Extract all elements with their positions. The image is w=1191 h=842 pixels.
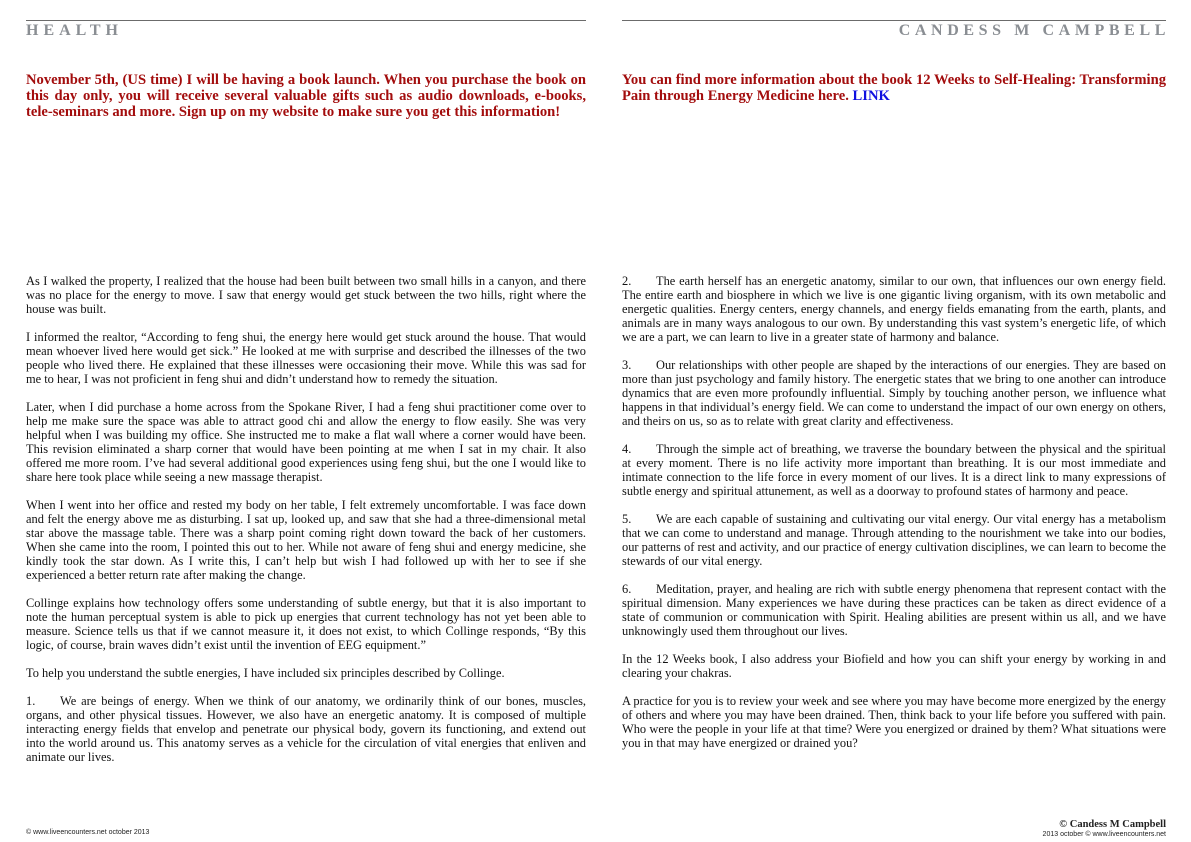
book-link[interactable]: LINK — [852, 88, 890, 104]
footer-site: 2013 october © www.liveencounters.net — [1042, 831, 1166, 838]
footer-copyright: © www.liveencounters.net october 2013 — [26, 829, 150, 836]
principle-number: 2. — [622, 274, 632, 288]
paragraph: A practice for you is to review your week and see where you may have become more energized by the energy of others and where you may have been drained. Then, think back to your life before you suffered with pain. Who were the people in your life at that time? Were you energized or drained by them? What situations were you in that may have energized or drained you? — [622, 694, 1166, 750]
principle-text: We are each capable of sustaining and cultivating our vital energy. Our vital energy has a metabolism that we can come to understand and manage. Through attending to the nourishment we take into our bodies, our patterns of rest and activity, and our practice of energy cultivation disciplines, we can learn to become the stewards of our vital energy. — [622, 512, 1166, 568]
footer-author: © Candess M Campbell — [1059, 819, 1166, 830]
section-title: HEALTH — [26, 22, 123, 39]
paragraph: When I went into her office and rested my body on her table, I felt extremely uncomfortable. I was face down and felt the energy above me as disturbing. I sat up, looked up, and saw that she had a three-dimensional metal star above the massage table. There was a sharp point coming right down toward the back of her customers. When she came into the room, I pointed this out to her. While not aware of feng shui and energy medicine, she kindly took the star down. As I write this, I can’t help but wish I had followed up with her to see if she experienced a better return rate after making the change. — [26, 498, 586, 582]
principle-item — [26, 694, 586, 764]
paragraph: Later, when I did purchase a home across from the Spokane River, I had a feng shui practitioner come over to help me make sure the space was able to attract good chi and allow the energy to flow easily. She was very helpful when I was building my office. She instructed me to make a flat wall where a corner would have been. This revision eliminated a sharp corner that would have been pointing at me when I sat in my chair. It also offered me more room. I’ve had several additional good experiences using feng shui, but the one I would like to share here took place while seeing a new massage therapist. — [26, 400, 586, 484]
paragraph: I informed the realtor, “According to feng shui, the energy here would get stuck around the house. That would mean whoever lived here would get sick.” He looked at me with surprise and described the illnesses of the two people who lived there. He explained that these illnesses were occasioning their move. While this was sad for me to hear, I was not proficient in feng shui and didn’t understand how to remedy the situation. — [26, 330, 586, 386]
principle-text: Meditation, prayer, and healing are rich with subtle energy phenomena that represent contact with the spiritual dimension. Many experiences we have during these practices can be taken as direct evidence of a state of communion or communication with Spirit. Healing abilities are present within us all, and we have unknowingly used them throughout our lives. — [622, 582, 1166, 638]
paragraph: To help you understand the subtle energies, I have included six principles described by Collinge. — [26, 666, 505, 680]
author-title: CANDESS M CAMPBELL — [898, 22, 1170, 39]
paragraph: Collinge explains how technology offers some understanding of subtle energy, but that it is also important to note the human perceptual system is able to pick up energies that current technology has not yet been able to measure. Science tells us that if we cannot measure it, it does not exist, to which Collinge responds, “By this logic, of course, brain waves didn’t exist until the invention of EEG equipment.” — [26, 596, 586, 652]
principle-number: 1. — [26, 694, 36, 708]
principle-number: 3. — [622, 358, 632, 372]
principle-item — [622, 274, 1166, 344]
right-page — [622, 0, 1170, 842]
promo-text: You can find more information about the book 12 Weeks to Self-Healing: Transforming Pain through Energy Medicine here. — [622, 72, 1166, 104]
principle-number: 4. — [622, 442, 632, 456]
book-info-promo — [622, 72, 1166, 104]
principle-text: Through the simple act of breathing, we traverse the boundary between the physical and the spiritual at every moment. There is no life activity more important than breathing. It is our most immediate and intimate connection to the life force in every moment of our lives. It is a direct link to many expressions of subtle energy and spiritual attunement, as well as a doorway to profound states of harmony and peace. — [622, 442, 1166, 498]
principle-item — [622, 358, 1166, 428]
article-body-left — [26, 274, 586, 778]
header-rule — [26, 20, 586, 21]
principle-number: 6. — [622, 582, 632, 596]
principle-item — [622, 512, 1166, 568]
principle-item — [622, 582, 1166, 638]
header-rule — [622, 20, 1166, 21]
principle-text: Our relationships with other people are shaped by the interactions of our energies. They are based on more than just psychology and family history. The energetic states that we bring to one another can introduce dynamics that are even more profoundly influential. Simply by touching another person, we influence what happens in that individual’s energy field. We can come to understand the impact of our own energy on others, and theirs on us, so as to relate with great clarity and effectiveness. — [622, 358, 1166, 428]
book-launch-promo: November 5th, (US time) I will be having a book launch. When you purchase the book on this day only, you will receive several valuable gifts such as audio downloads, e-books, tele-seminars and more. Sign up on my website to make sure you get this information! — [26, 72, 586, 120]
left-page — [26, 0, 586, 842]
principle-item — [622, 442, 1166, 498]
principle-text: The earth herself has an energetic anatomy, similar to our own, that influences our own energy field. The entire earth and biosphere in which we live is one gigantic living organism, with its own metabolic and energetic qualities. Energy centers, energy channels, and energy fields emanating from the earth, plants, and animals are in many ways analogous to our own. By understanding this vast system’s energetic life, of which we are a part, we can learn to live in a greater state of harmony and balance. — [622, 274, 1166, 344]
paragraph: In the 12 Weeks book, I also address your Biofield and how you can shift your energy by working in and clearing your chakras. — [622, 652, 1166, 680]
footer-credit — [1043, 819, 1166, 839]
article-body-right — [622, 274, 1166, 764]
paragraph: As I walked the property, I realized that the house had been built between two small hills in a canyon, and there was no place for the energy to move. I saw that energy would get stuck between the two hills, right where the house was built. — [26, 274, 586, 316]
principle-number: 5. — [622, 512, 632, 526]
principle-text: We are beings of energy. When we think of our anatomy, we ordinarily think of our bones, muscles, organs, and other physical tissues. However, we also have an energetic anatomy. It is composed of multiple interacting energy fields that envelop and penetrate our physical body, govern its functioning, and extend out into the world around us. This anatomy serves as a vehicle for the circulation of vital energies that enliven and animate our lives. — [26, 694, 586, 764]
